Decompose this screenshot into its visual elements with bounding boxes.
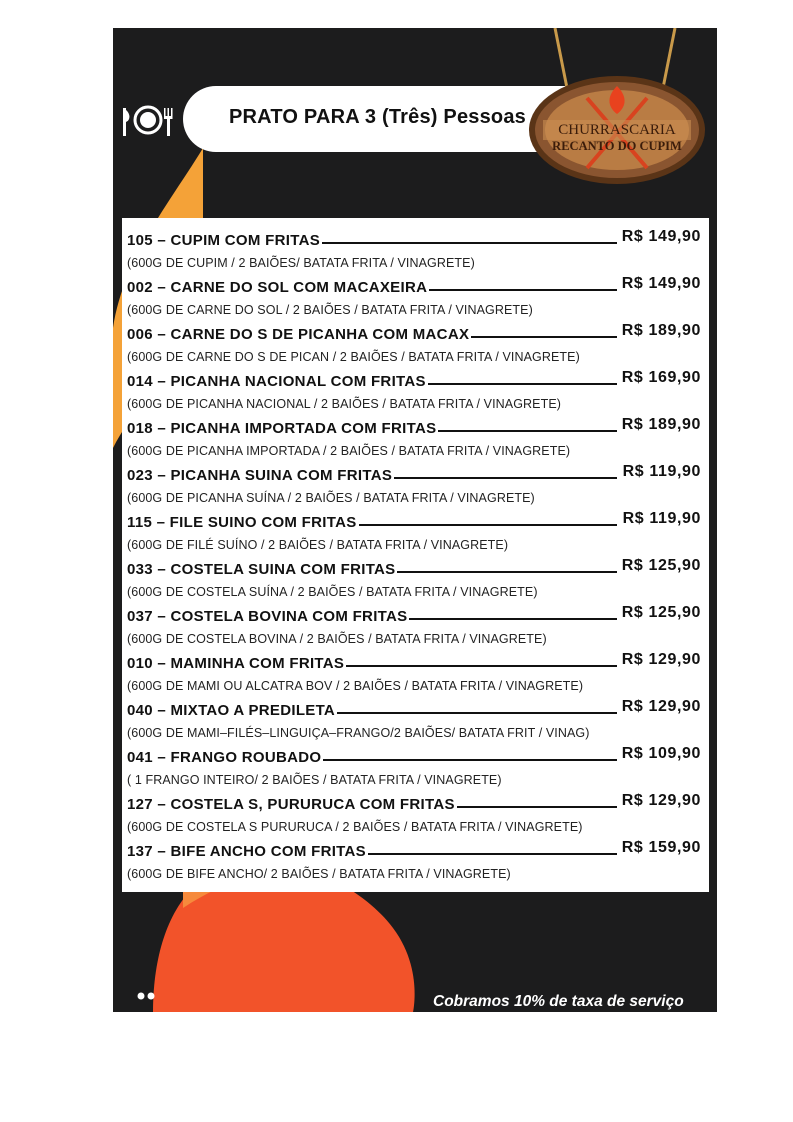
menu-item-price: R$ 159,90 [621,839,701,856]
menu-item-description: (600G DE PICANHA SUÍNA / 2 BAIÕES / BATATA FRITA / VINAGRETE) [127,491,535,505]
menu-item-title: 006 – CARNE DO S DE PICANHA COM MACAX [127,326,470,343]
menu-item-price: R$ 149,90 [621,228,701,245]
leader-line [428,382,617,385]
restaurant-logo [525,28,715,188]
leader-line [438,429,617,432]
leader-line [457,805,617,808]
menu-item-price: R$ 169,90 [621,369,701,386]
menu-page [113,28,717,1012]
menu-item-description: (600G DE CARNE DO S DE PICAN / 2 BAIÕES / BATATA FRITA / VINAGRETE) [127,350,580,364]
menu-item-title: 010 – MAMINHA COM FRITAS [127,655,345,672]
menu-item-title-row [127,655,617,672]
menu-item-price: R$ 119,90 [622,463,701,480]
leader-line [394,476,617,479]
menu-item-price: R$ 125,90 [621,557,701,574]
menu-item-title-row [127,749,617,766]
menu-item-title-row [127,467,617,484]
menu-item-title-row [127,373,617,390]
menu-item-title-row [127,843,617,860]
menu-item-title-row [127,326,617,343]
menu-item-price: R$ 109,90 [621,745,701,762]
leader-line [322,241,617,244]
menu-item-title-row [127,702,617,719]
service-fee-notice: Cobramos 10% de taxa de serviço [433,993,684,1010]
menu-item-title-row [127,561,617,578]
menu-item-description: (600G DE PICANHA NACIONAL / 2 BAIÕES / BATATA FRITA / VINAGRETE) [127,397,562,411]
pagination-dots [137,992,159,1000]
leader-line [359,523,617,526]
leader-line [397,570,617,573]
menu-item-price: R$ 125,90 [621,604,701,621]
menu-item-price: R$ 129,90 [621,651,701,668]
leader-line [471,335,617,338]
menu-item-price: R$ 189,90 [621,322,701,339]
menu-item-title-row [127,420,617,437]
logo-text-line2: RECANTO DO CUPIM [552,139,682,153]
leader-line [337,711,617,714]
menu-list [122,218,709,892]
logo-text-line1: CHURRASCARIA [558,122,676,138]
menu-item-description: (600G DE FILÉ SUÍNO / 2 BAIÕES / BATATA FRITA / VINAGRETE) [127,538,509,552]
menu-item-title-row [127,279,617,296]
menu-item-price: R$ 129,90 [621,698,701,715]
menu-item-description: (600G DE MAMI OU ALCATRA BOV / 2 BAIÕES / BATATA FRITA / VINAGRETE) [127,679,584,693]
menu-item-title-row [127,796,617,813]
menu-item-title-row [127,514,617,531]
menu-item-description: (600G DE COSTELA SUÍNA / 2 BAIÕES / BATATA FRITA / VINAGRETE) [127,585,538,599]
leader-line [409,617,617,620]
menu-item-title: 014 – PICANHA NACIONAL COM FRITAS [127,373,426,390]
menu-item-description: ( 1 FRANGO INTEIRO/ 2 BAIÕES / BATATA FRITA / VINAGRETE) [127,773,502,787]
menu-item-title: 002 – CARNE DO SOL COM MACAXEIRA [127,279,428,296]
page-title: PRATO PARA 3 (Três) Pessoas [229,106,526,128]
menu-item-description: (600G DE CARNE DO SOL / 2 BAIÕES / BATATA FRITA / VINAGRETE) [127,303,533,317]
menu-item-title: 105 – CUPIM COM FRITAS [127,232,321,249]
menu-item-title: 127 – COSTELA S, PURURUCA COM FRITAS [127,796,455,813]
menu-item-title: 037 – COSTELA BOVINA COM FRITAS [127,608,408,625]
leader-line [368,852,617,855]
leader-line [346,664,617,667]
menu-item-price: R$ 129,90 [621,792,701,809]
menu-item-title: 033 – COSTELA SUINA COM FRITAS [127,561,396,578]
leader-line [429,288,617,291]
menu-item-description: (600G DE BIFE ANCHO/ 2 BAIÕES / BATATA FRITA / VINAGRETE) [127,867,511,881]
menu-item-title: 018 – PICANHA IMPORTADA COM FRITAS [127,420,437,437]
menu-item-description: (600G DE PICANHA IMPORTADA / 2 BAIÕES / BATATA FRITA / VINAGRETE) [127,444,571,458]
menu-item-description: (600G DE CUPIM / 2 BAIÕES/ BATATA FRITA / VINAGRETE) [127,256,475,270]
menu-item-title-row [127,232,617,249]
menu-item-title: 115 – FILE SUINO COM FRITAS [127,514,357,531]
menu-item-description: (600G DE MAMI–FILÉS–LINGUIÇA–FRANGO/2 BAIÕES/ BATATA FRIT / VINAG) [127,726,590,740]
menu-item-title: 040 – MIXTAO A PREDILETA [127,702,336,719]
menu-item-title-row [127,608,617,625]
menu-item-price: R$ 189,90 [621,416,701,433]
menu-item-title: 023 – PICANHA SUINA COM FRITAS [127,467,393,484]
menu-item-title: 041 – FRANGO ROUBADO [127,749,322,766]
menu-item-title: 137 – BIFE ANCHO COM FRITAS [127,843,366,860]
menu-item-description: (600G DE COSTELA BOVINA / 2 BAIÕES / BATATA FRITA / VINAGRETE) [127,632,547,646]
plate-fork-knife-icon [121,104,175,138]
menu-item-description: (600G DE COSTELA S PURURUCA / 2 BAIÕES / BATATA FRITA / VINAGRETE) [127,820,583,834]
leader-line [323,758,617,761]
menu-item-price: R$ 119,90 [622,510,701,527]
menu-item-price: R$ 149,90 [621,275,701,292]
